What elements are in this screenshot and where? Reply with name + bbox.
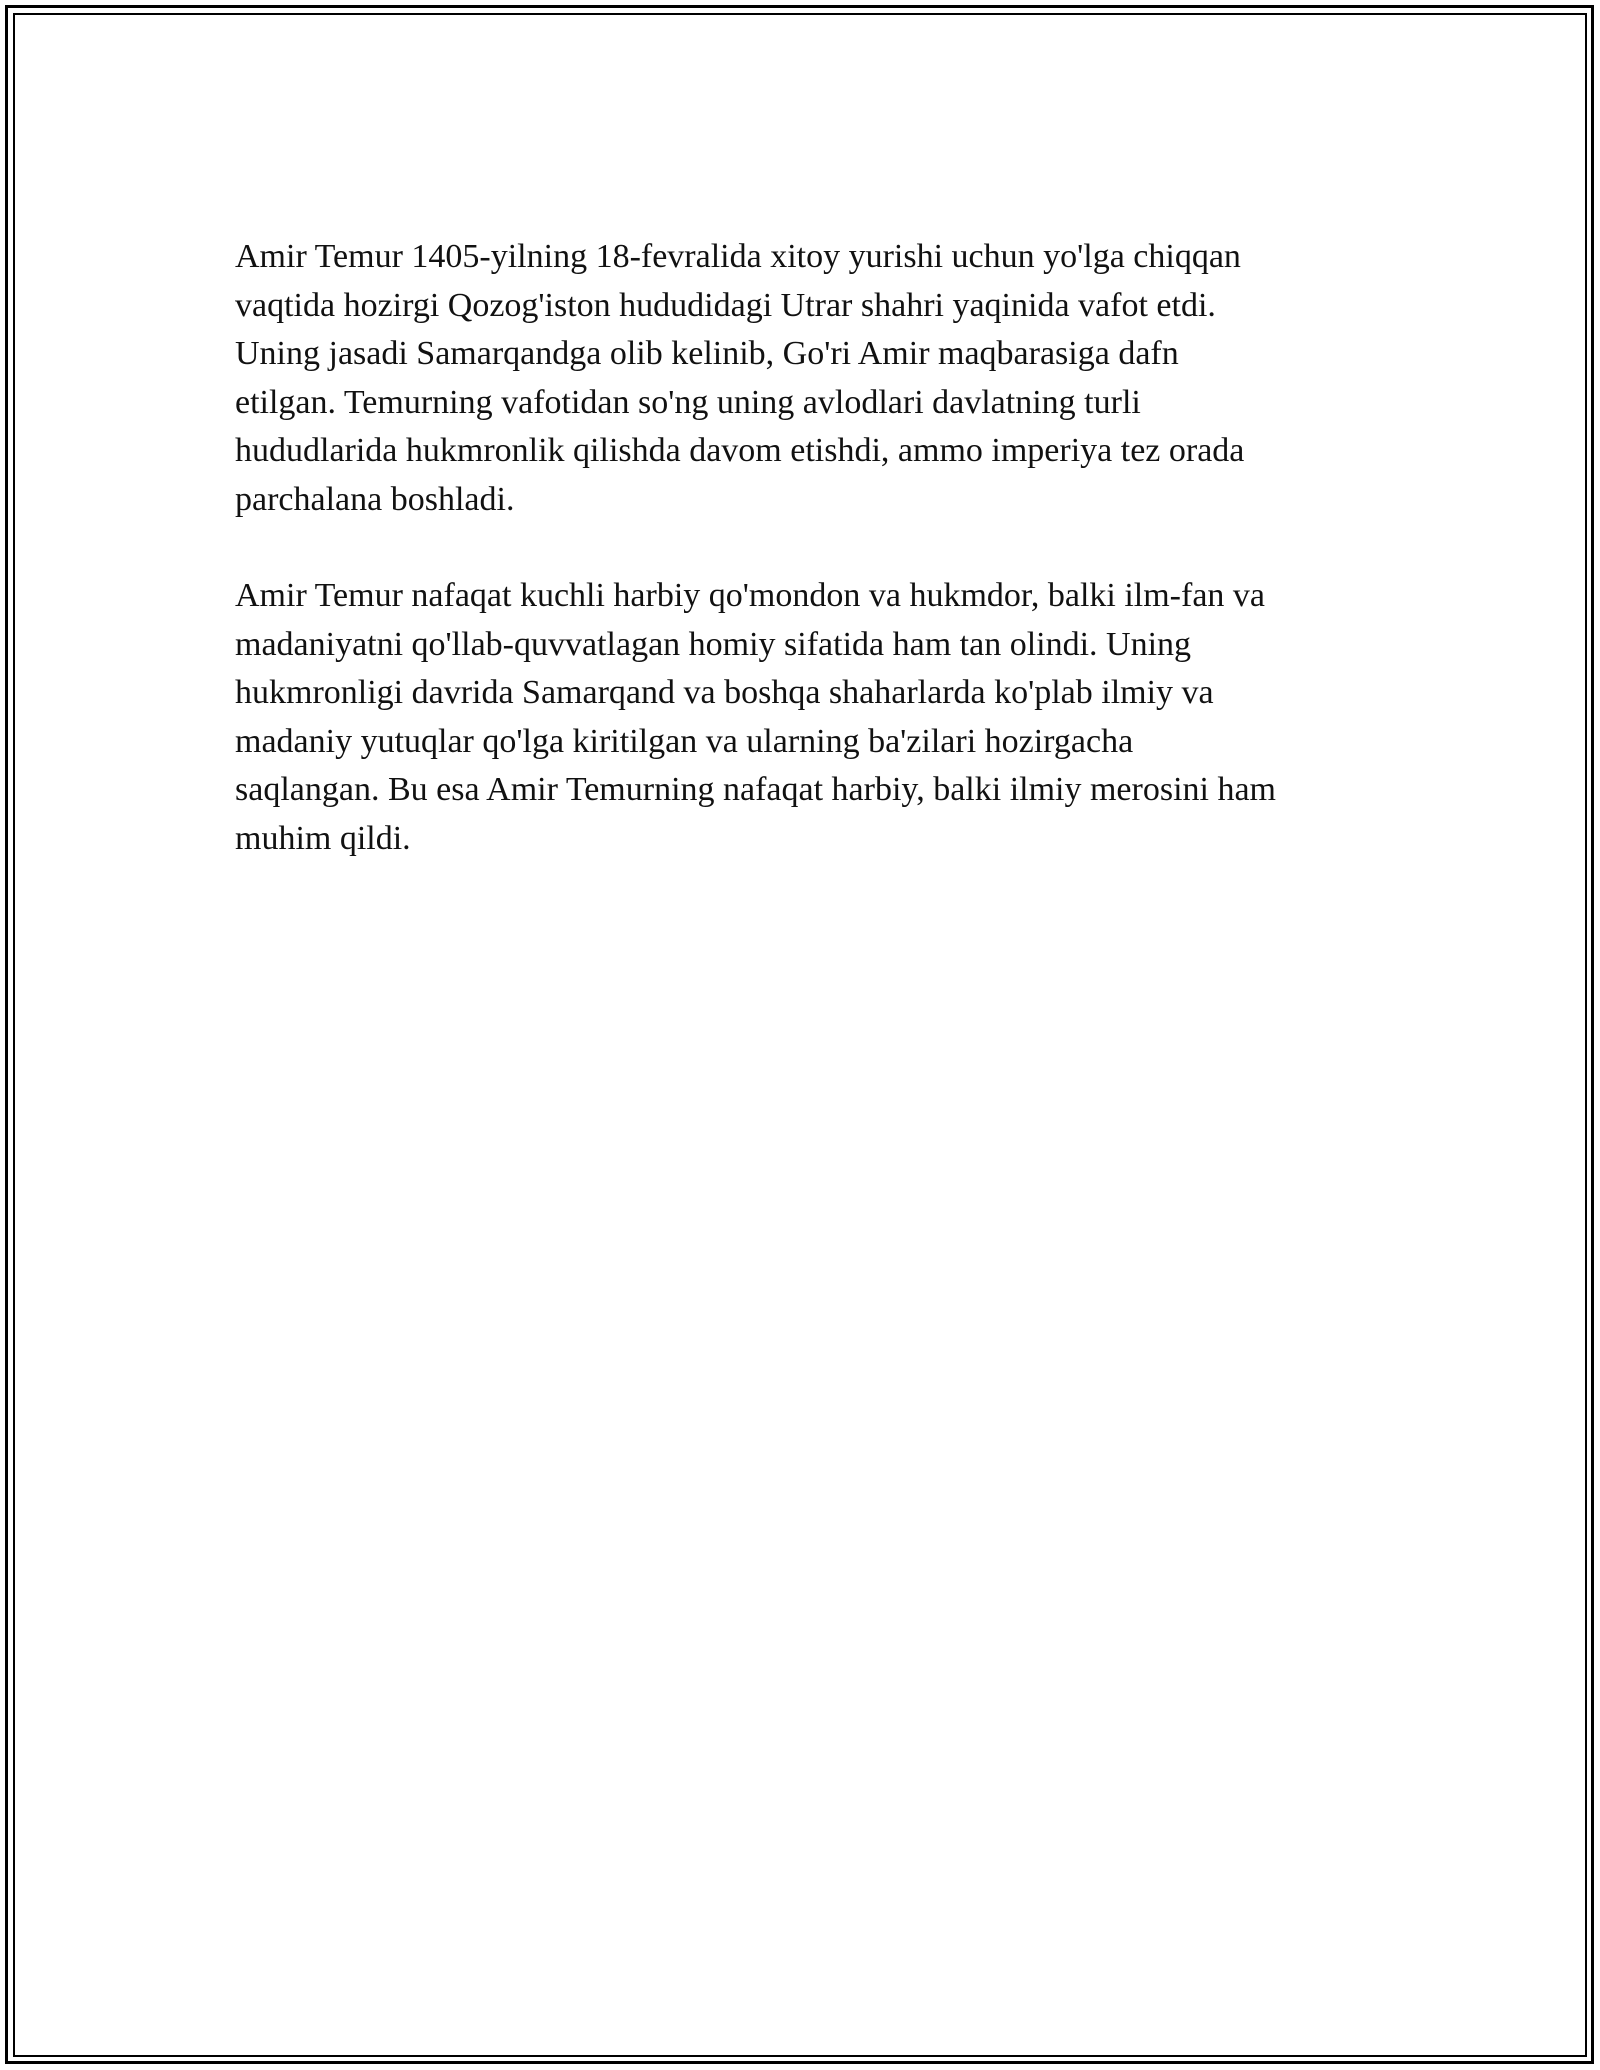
text-line: madaniyatni qo'llab-quvvatlagan homiy sifatida ham tan olindi. Uning bbox=[235, 625, 1192, 663]
text-line: Uning jasadi Samarqandga olib kelinib, Go'ri Amir maqbarasiga dafn bbox=[235, 335, 1179, 372]
text-line: muhim qildi. bbox=[235, 819, 411, 857]
text-line: etilgan. Temurning vafotidan so'ng uning avlodlari davlatning turli bbox=[235, 383, 1141, 421]
text-line: vaqtida hozirgi Qozog'iston hududidagi Utrar shahri yaqinida vafot etdi. bbox=[235, 286, 1216, 324]
text-line: parchalana boshladi. bbox=[235, 480, 515, 518]
text-line: madaniy yutuqlar qo'lga kiritilgan va ularning ba'zilari hozirgacha bbox=[235, 722, 1134, 760]
text-line: hududlarida hukmronlik qilishda davom etishdi, ammo imperiya tez orada bbox=[235, 432, 1245, 469]
paragraph-2 bbox=[235, 572, 1400, 863]
text-line: hukmronligi davrida Samarqand va boshqa shaharlarda ko'plab ilmiy va bbox=[235, 674, 1214, 711]
paragraph-1 bbox=[235, 233, 1400, 524]
text-line: Amir Temur 1405-yilning 18-fevralida xitoy yurishi uchun yo'lga chiqqan bbox=[235, 238, 1241, 275]
document-body bbox=[235, 233, 1400, 911]
text-line: Amir Temur nafaqat kuchli harbiy qo'mondon va hukmdor, balki ilm-fan va bbox=[235, 577, 1266, 614]
text-line: saqlangan. Bu esa Amir Temurning nafaqat harbiy, balki ilmiy merosini ham bbox=[235, 771, 1277, 808]
